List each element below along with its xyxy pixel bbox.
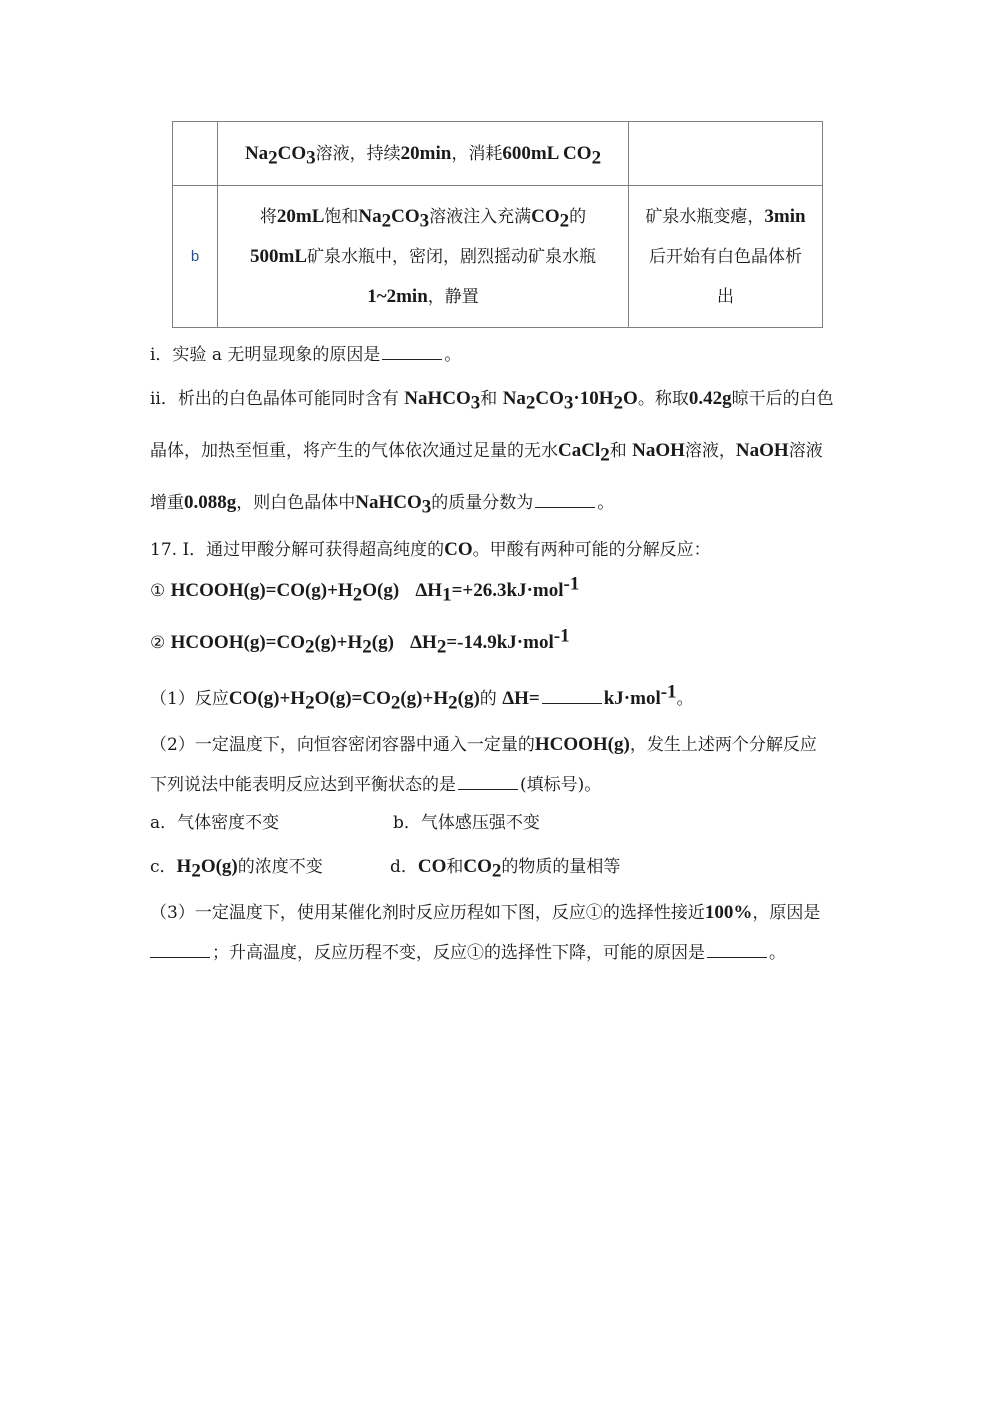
- q17-intro: 17. I．通过甲酸分解可获得超高纯度的CO。甲酸有两种可能的分解反应：: [150, 539, 711, 560]
- question-ii-line2: 晶体，加热至恒重，将产生的气体依次通过足量的无水CaCl$_2$和 NaOH溶液，NaOH溶液: [150, 440, 823, 466]
- equation-1: ① $HCOOH(g)=CO(g)+H_2O(g)$ $\Delta H_1=+26.3kJ\cdot mol^{-1}$: [150, 573, 580, 606]
- option-a: a．气体密度不变: [150, 813, 280, 833]
- answer-blank: [150, 956, 210, 958]
- q17-part2-line2: 下列说法中能表明反应达到平衡状态的是 (填标号)。: [150, 775, 602, 795]
- procedure-cell: $Na_2CO_3$溶液，持续20min，消耗600mL $CO_2$: [218, 122, 629, 186]
- row-label: b: [173, 186, 218, 328]
- answer-blank: [382, 358, 442, 360]
- option-d: d．CO和$CO_2$的物质的量相等: [390, 856, 621, 882]
- q17-part3-line1: （3）一定温度下，使用某催化剂时反应历程如下图，反应①的选择性接近100%，原因是: [150, 902, 821, 923]
- result-cell: [629, 122, 823, 186]
- row-label: [173, 122, 218, 186]
- question-i: i．实验 a 无明显现象的原因是 。: [150, 345, 462, 365]
- table-row: [173, 186, 823, 328]
- table-row: [173, 122, 823, 186]
- option-c: c．$H_2O(g)$的浓度不变: [150, 856, 323, 882]
- procedure-cell: 将20mL饱和$Na_2CO_3$溶液注入充满$CO_2$的 500mL矿泉水瓶中，密闭，剧烈摇动矿泉水瓶 1~2min，静置: [218, 186, 629, 328]
- answer-blank: [707, 956, 767, 958]
- option-b: b．气体感压强不变: [393, 813, 540, 833]
- answer-blank: [542, 702, 602, 704]
- answer-blank: [535, 506, 595, 508]
- question-ii-line3: 增重0.088g，则白色晶体中NaHCO$_3$的质量分数为 。: [150, 492, 615, 518]
- answer-blank: [458, 788, 518, 790]
- question-ii-line1: ii．析出的白色晶体可能同时含有 NaHCO$_3$和 $Na_2CO_3\cdot 10H_2O$。称取0.42g晾干后的白色: [150, 388, 834, 414]
- experiment-table: [172, 121, 823, 328]
- q17-part2-line1: （2）一定温度下，向恒容密闭容器中通入一定量的HCOOH(g)，发生上述两个分解反应: [150, 734, 817, 755]
- result-cell: 矿泉水瓶变瘪，3min 后开始有白色晶体析 出: [629, 186, 823, 328]
- equation-2: ② $HCOOH(g)=CO_2(g)+H_2(g)$ $\Delta H_2=-14.9kJ\cdot mol^{-1}$: [150, 625, 570, 658]
- q17-part1: （1）反应$CO(g)+H_2O(g)=CO_2(g)+H_2(g)$的 ΔH= kJ·mol$^{-1}$。: [150, 681, 694, 714]
- q17-part3-line2: ；升高温度，反应历程不变，反应①的选择性下降，可能的原因是 。: [150, 938, 786, 963]
